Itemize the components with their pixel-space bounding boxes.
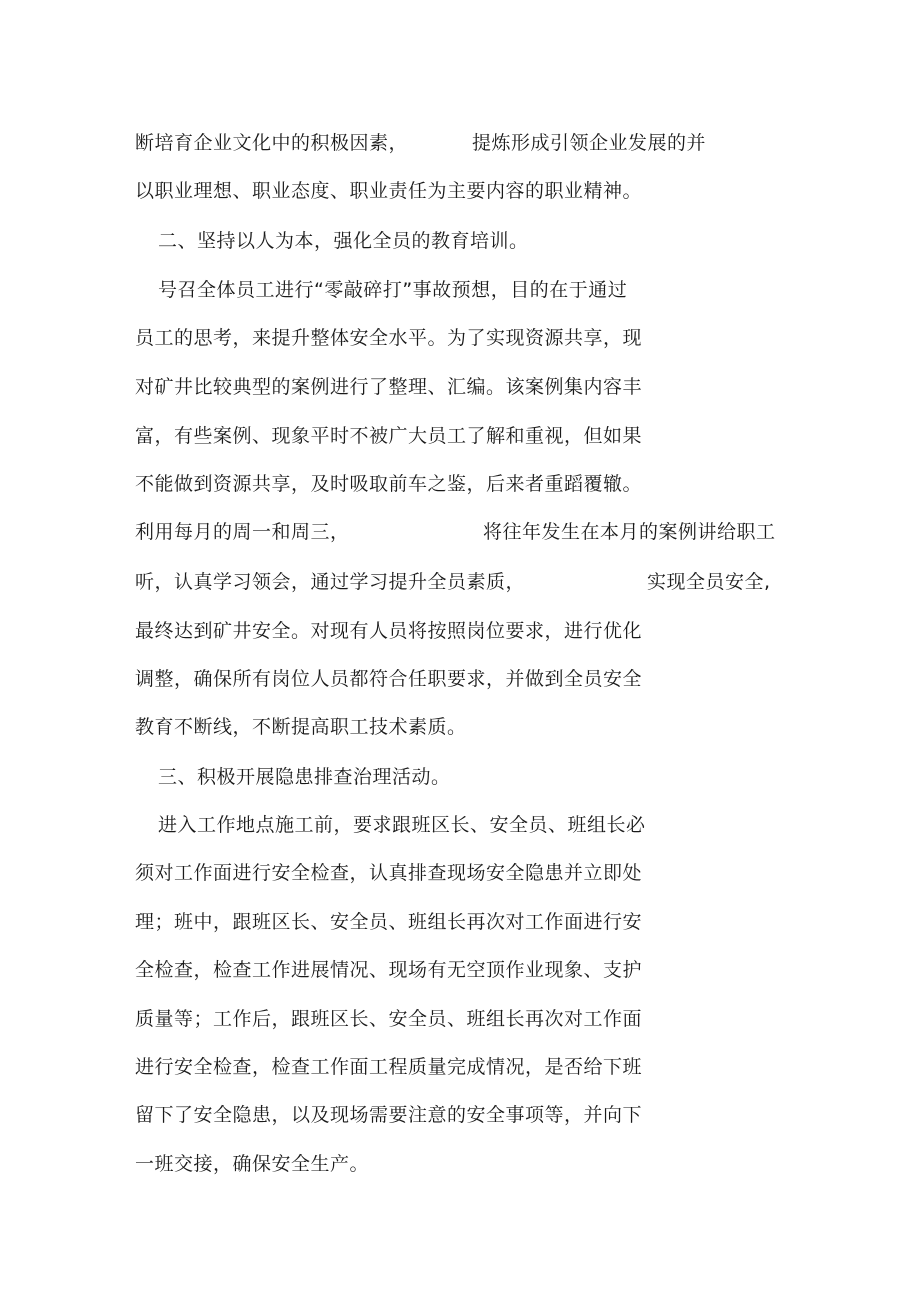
text-segment: 理；班中，跟班区长、安全员、班组长再次对工作面进行安 (135, 911, 643, 933)
text-segment: 二、坚持以人为本，强化全员的教育培训。 (158, 230, 529, 252)
text-line (135, 1055, 642, 1079)
text-segment: 调整，确保所有岗位人员都符合任职要求，并做到全员安全 (135, 668, 643, 690)
text-segment: 听，认真学习领会，通过学习提升全员素质， (135, 571, 526, 593)
text-segment: 须对工作面进行安全检查，认真排查现场安全隐患并立即处 (135, 862, 643, 884)
text-line (135, 1103, 642, 1127)
text-line (135, 1152, 369, 1176)
text-line (135, 520, 776, 544)
text-segment: 进入工作地点施工前，要求跟班区长、安全员、班组长必 (158, 814, 646, 836)
text-segment: 质量等；工作后，跟班区长、安全员、班组长再次对工作面 (135, 1008, 643, 1030)
text-line (135, 570, 771, 594)
text-line (135, 375, 642, 399)
text-segment: 利用每月的周一和周三， (135, 521, 350, 543)
text-segment: 留下了安全隐患，以及现场需要注意的安全事项等，并向下 (135, 1104, 643, 1126)
text-segment: 全检查，检查工作进展情况、现场有无空顶作业现象、支护 (135, 959, 643, 981)
text-line (135, 179, 642, 203)
text-line (135, 715, 467, 739)
text-line (135, 910, 642, 934)
text-segment: 最终达到矿井安全。对现有人员将按照岗位要求，进行优化 (135, 620, 643, 642)
text-segment: 以职业理想、职业态度、职业责任为主要内容的职业精神。 (135, 180, 643, 202)
text-line (135, 472, 642, 496)
text-segment: 进行安全检查，检查工作面工程质量完成情况，是否给下班 (135, 1056, 643, 1078)
text-segment: 不能做到资源共享，及时吸取前车之鉴，后来者重蹈覆辙。 (135, 473, 643, 495)
text-segment: 教育不断线，不断提高职工技术素质。 (135, 716, 467, 738)
text-segment: 号召全体员工进行“零敲碎打”事故预想，目的在于通过 (158, 279, 628, 301)
text-line (135, 1007, 642, 1031)
text-line (135, 958, 642, 982)
text-line (135, 619, 642, 643)
text-line (135, 424, 642, 448)
text-segment: 实现全员安全, (647, 571, 771, 593)
text-line (135, 326, 642, 350)
text-line (135, 667, 642, 691)
text-segment: 提炼形成引领企业发展的并 (472, 132, 707, 154)
text-line (158, 278, 627, 302)
text-line (135, 861, 642, 885)
text-segment: 一班交接，确保安全生产。 (135, 1153, 370, 1175)
section-heading (158, 229, 529, 253)
text-line (135, 131, 707, 155)
section-heading (158, 765, 451, 789)
text-segment: 将往年发生在本月的案例讲给职工 (483, 521, 776, 543)
text-segment: 三、积极开展隐患排查治理活动。 (158, 766, 451, 788)
text-segment: 对矿井比较典型的案例进行了整理、汇编。该案例集内容丰 (135, 376, 643, 398)
text-segment: 富，有些案例、现象平时不被广大员工了解和重视，但如果 (135, 425, 643, 447)
text-segment: 员工的思考，来提升整体安全水平。为了实现资源共享，现 (135, 327, 643, 349)
text-line (158, 813, 646, 837)
text-segment: 断培育企业文化中的积极因素， (135, 132, 409, 154)
